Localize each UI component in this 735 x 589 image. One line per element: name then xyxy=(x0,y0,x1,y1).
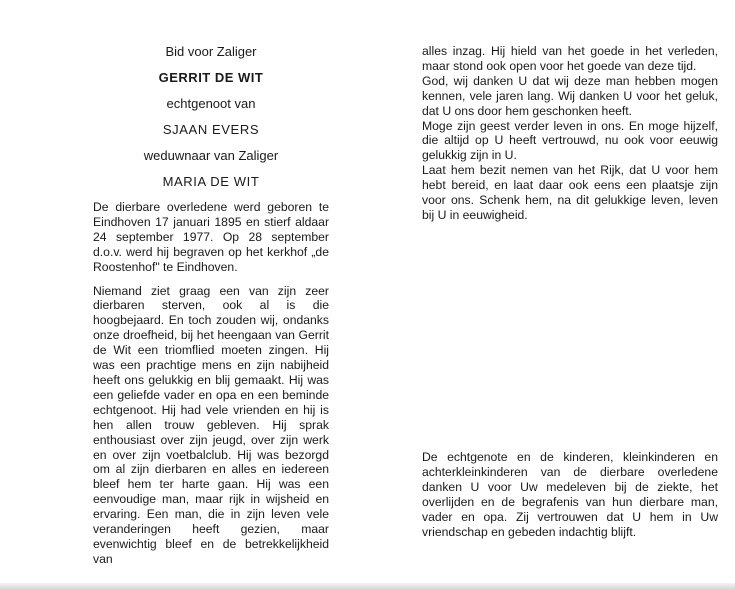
family-thanks-text: De echtgenote en de kinderen, kleinkinderen en achterkleinkinderen van de dierbare overledene danken U voor Uw medeleven bij de ziekte, het overlijden en de begrafenis van hun dierbare man, vader en opa. Zij vertrouwen dat U hem in Uw vriendschap en gebeden indachtig blijft. xyxy=(422,450,718,539)
kingdom-paragraph: Laat hem bezit nemen van het Rijk, dat U voor hem hebt bereid, en laat daar ook eens een plaatsje zijn voor ons. Schenk hem, na dit gelukkige leven, leven bij U in eeuwigheid. xyxy=(422,163,718,222)
widower-relation: weduwnaar van Zaliger xyxy=(143,148,279,163)
left-page xyxy=(93,44,329,576)
thanks-paragraph: God, wij danken U dat wij deze man hebben mogen kennen, vele jaren lang. Wij danken U voor het geluk, dat U ons door hem geschonken heeft. xyxy=(422,73,718,118)
spouse-name: SJAAN EVERS xyxy=(162,122,260,137)
birth-death-paragraph: De dierbare overledene werd geboren te Eindhoven 17 januari 1895 en stierf aldaar 24 september 1977. Op 28 september d.o.v. werd hij begraven op het kerkhof „de Roostenhof" te Eindhoven. xyxy=(93,200,329,274)
right-page xyxy=(422,44,718,223)
continuation-paragraph: alles inzag. Hij hield van het goede in het verleden, maar stond ook open voor het goede van deze tijd. xyxy=(422,44,718,73)
spirit-paragraph: Moge zijn geest verder leven in ons. En moge hijzelf, die altijd op U heeft vertrouwd, nu ook voor eeuwig gelukkig zijn in U. xyxy=(422,118,718,163)
card-bottom-edge xyxy=(0,583,735,589)
tribute-paragraph: Niemand ziet graag een van zijn zeer dierbaren sterven, ook al is die hoogbejaard. En toch zouden wij, ondanks onze droefheid, bij het heengaan van Gerrit de Wit een triomflied moeten zingen. Hij was een prachtige mens en zijn nabijheid heeft ons gelukkig en blij gemaakt. Hij was een geliefde vader en opa en een beminde echtgenoot. Hij had vele vrienden en hij is hen allen trouw gebleven. Hij sprak enthousiast over zijn jeugd, over zijn werk en over zijn voetbalclub. Hij was bezorgd om al zijn dierbaren en alles en iedereen bleef hem ter harte gaan. Hij was een eenvoudige man, maar rijk in wijsheid en ervaring. Een man, die in zijn leven vele veranderingen heeft gezien, maar evenwichtig bleef en de betrekkelijkheid van xyxy=(93,283,329,566)
deceased-name: GERRIT DE WIT xyxy=(158,70,264,85)
late-wife-name: MARIA DE WIT xyxy=(162,174,260,189)
family-thanks-block xyxy=(422,450,718,539)
spouse-relation: echtgenoot van xyxy=(166,96,256,111)
prayer-heading: Bid voor Zaliger xyxy=(165,44,257,59)
